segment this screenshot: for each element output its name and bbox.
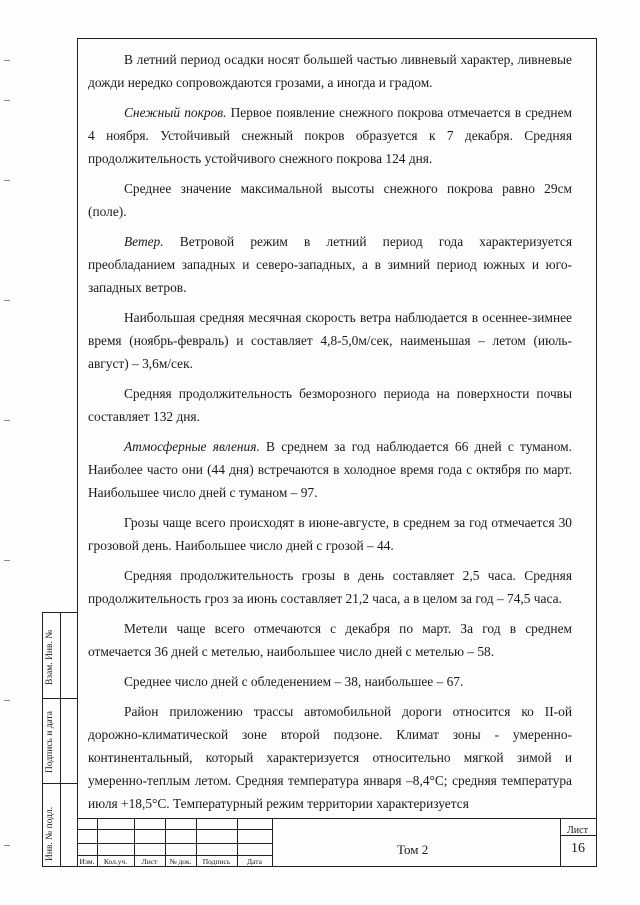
stamp-col-izm: Изм. (79, 857, 95, 866)
paragraph: Метели чаще всего отмечаются с декабря по март. За год в среднем отмечается 36 дней с метелью, наибольшее число дней с метелью – 58. (88, 621, 572, 659)
paragraph: Атмосферные явления. В среднем за год наблюдается 66 дней с туманом. Наиболее часто они (44 дня) встречаются в холодное время года с октября по март. Наибольшее число дней с туманом – 97. (88, 439, 572, 500)
stamp-col-podpis: Подпись (202, 857, 231, 866)
paragraph: Снежный покров. Первое появление снежного покрова отмечается в среднем 4 ноября. Устойчивый снежный покров образуется к 7 декабря. Средняя продолжительность устойчивого снежного покрова 124 дня. (88, 105, 572, 166)
sidebar-label-vzam: Взам. Инв. № (45, 629, 55, 685)
paragraph: В летний период осадки носят большей частью ливневый характер, ливневые дожди нередко сопровождаются грозами, а иногда и градом. (88, 52, 572, 90)
stamp-col-data: Дата (247, 857, 262, 866)
paragraph: Среднее число дней с обледенением – 38, наибольшее – 67. (124, 674, 464, 689)
scan-margin-mark (4, 180, 10, 181)
scan-margin-mark (4, 420, 10, 421)
page-number: 16 (571, 841, 585, 856)
sidebar-label-podpis: Подпись и дата (45, 710, 55, 773)
scan-margin-mark (4, 700, 10, 701)
sheet-label: Лист (567, 825, 588, 836)
paragraph: Среднее значение максимальной высоты снежного покрова равно 29см (поле). (88, 181, 572, 219)
document-body (88, 48, 572, 822)
paragraph: Средняя продолжительность безморозного периода на поверхности почвы составляет 132 дня. (88, 386, 572, 424)
scan-margin-mark (4, 300, 10, 301)
approval-sidebar (42, 612, 77, 867)
paragraph: Район приложению трассы автомобильной дороги относится ко II-ой дорожно-климатической зоне второй подзоне. Климат зоны - умеренно-континентальный, который характеризуется относительно мягкой зимой и умеренно-теплым летом. Средняя температура января –8,4°С; средняя температура июля +18,5°С. Температурный режим территории характеризуется (88, 704, 572, 811)
scan-margin-mark (4, 560, 10, 561)
scan-margin-mark (4, 60, 10, 61)
stamp-col-doc: № док. (169, 857, 192, 866)
paragraph: Ветер. Ветровой режим в летний период года характеризуется преобладанием западных и северо-западных, а в зимний период южных и юго-западных ветров. (88, 234, 572, 295)
title-block (77, 818, 597, 867)
paragraph: Наибольшая средняя месячная скорость ветра наблюдается в осеннее-зимнее время (ноябрь-февраль) и составляет 4,8-5,0м/сек, наименьшая – летом (июль-август) – 3,6м/сек. (88, 310, 572, 371)
sidebar-label-inv: Инв. № подл. (45, 806, 55, 861)
paragraph: Грозы чаще всего происходят в июне-августе, в среднем за год отмечается 30 грозовой день. Наибольшее число дней с грозой – 44. (88, 515, 572, 553)
scan-margin-mark (4, 100, 10, 101)
volume-label: Том 2 (397, 842, 429, 857)
stamp-col-list: Лист (141, 857, 158, 866)
scan-margin-mark (4, 845, 10, 846)
paragraph: Средняя продолжительность грозы в день составляет 2,5 часа. Средняя продолжительность гроз за июнь составляет 21,2 часа, а в целом за год – 74,5 часа. (88, 568, 572, 606)
stamp-col-kol: Кол.уч. (103, 857, 128, 866)
